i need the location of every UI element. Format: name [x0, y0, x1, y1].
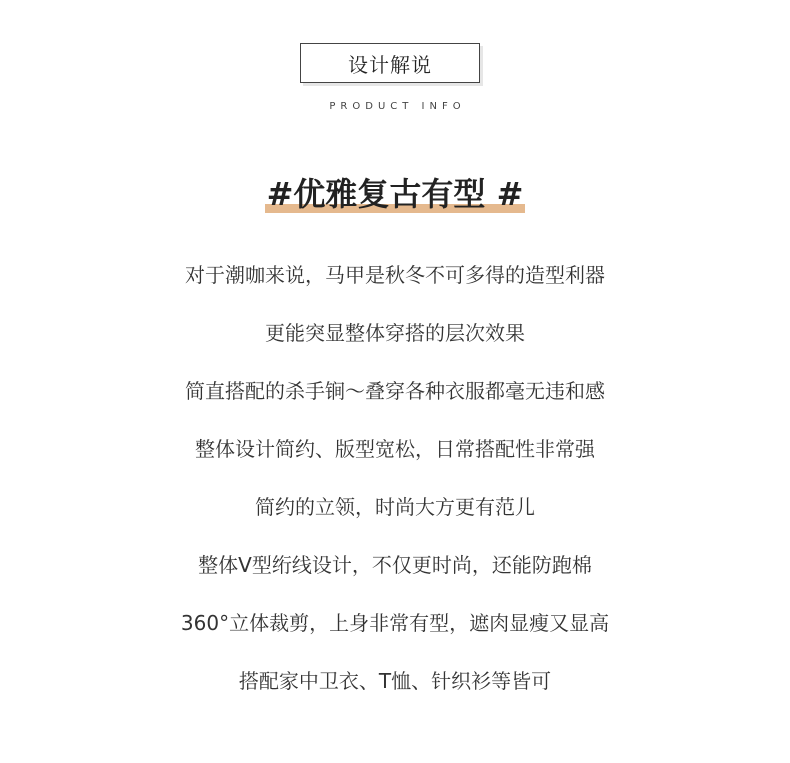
description-line: 对于潮咖来说，马甲是秋冬不可多得的造型利器	[185, 263, 605, 287]
description-line: 简直搭配的杀手锏～叠穿各种衣服都毫无违和感	[185, 379, 605, 403]
section-subtitle: PRODUCT INFO	[329, 101, 466, 112]
description-line: 简约的立领，时尚大方更有范儿	[255, 495, 535, 519]
section-title: 设计解说	[348, 52, 432, 77]
section-title-box	[300, 43, 480, 83]
description-line: 搭配家中卫衣、T恤、针织衫等皆可	[238, 669, 552, 693]
description-line: 整体V型绗线设计，不仅更时尚，还能防跑棉	[198, 553, 592, 577]
headline	[265, 172, 526, 216]
headline-text: #优雅复古有型 #	[266, 175, 524, 213]
description-list	[0, 256, 790, 720]
description-line: 360°立体裁剪，上身非常有型，遮肉显瘦又显高	[180, 611, 610, 635]
description-line: 更能突显整体穿搭的层次效果	[265, 321, 525, 345]
section-header	[300, 43, 482, 85]
description-line: 整体设计简约、版型宽松，日常搭配性非常强	[195, 437, 595, 461]
headline-container	[0, 172, 790, 216]
